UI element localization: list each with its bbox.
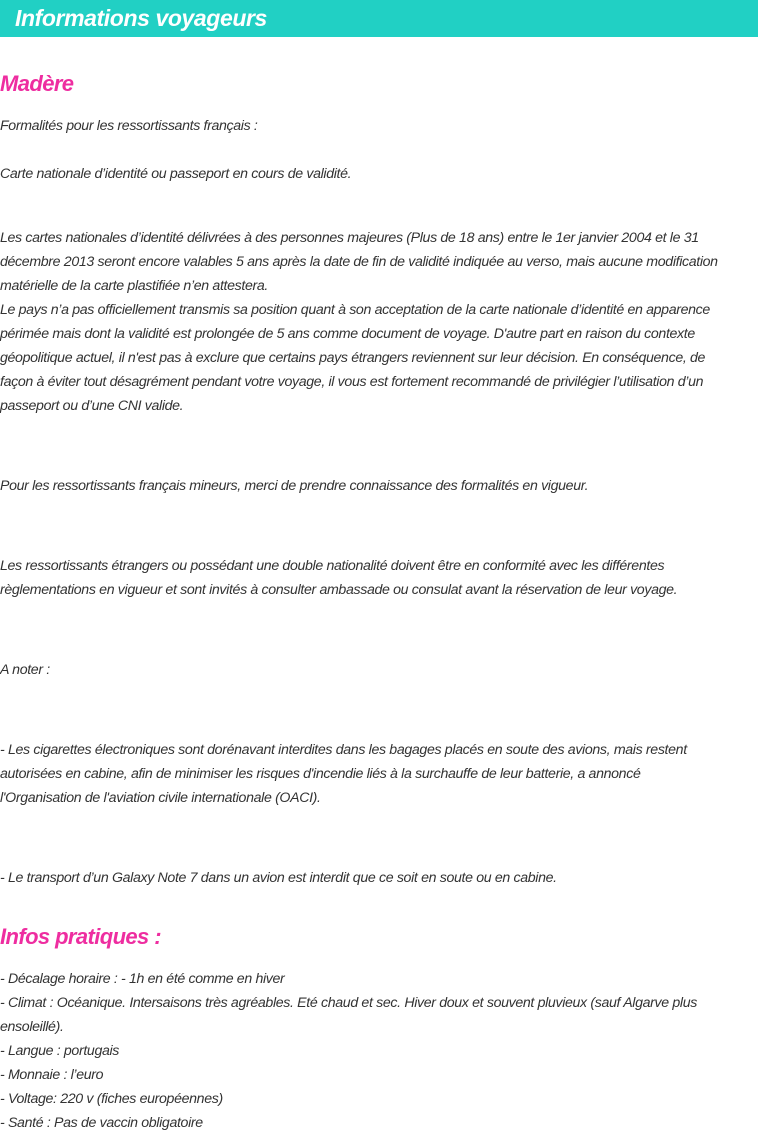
info-climat-cont: ensoleillé). [0,1019,64,1035]
info-langue: - Langue : portugais [0,1043,120,1059]
cigarettes-paragraph [0,738,758,810]
text-line: Pour les ressortissants français mineurs, merci de prendre connaissance des formalités en vigueur. [0,478,589,494]
info-climat: - Climat : Océanique. Intersaisons très agréables. Eté chaud et sec. Hiver doux et souvent pluvieux (sauf Algarve plus [0,995,697,1011]
text-line: Le pays n’a pas officiellement transmis sa position quant à son acceptation de la carte nationale d’identité en apparence [0,302,710,318]
info-voltage: - Voltage: 220 v (fiches européennes) [0,1091,223,1107]
infos-pratiques-list [0,967,758,1135]
section-title-infos-pratiques: Infos pratiques : [0,924,161,949]
etrangers-paragraph [0,554,758,602]
cni-paragraph [0,226,758,418]
text-line: Carte nationale d’identité ou passeport en cours de validité. [0,166,352,182]
formalites-label [0,114,758,138]
text-line: Les cartes nationales d’identité délivrées à des personnes majeures (Plus de 18 ans) entre le 1er janvier 2004 et le 31 [0,230,699,246]
doc-requirement [0,162,758,186]
text-line: décembre 2013 seront encore valables 5 ans après la date de fin de validité indiquée au verso, mais aucune modification [0,254,718,270]
text-line: périmée mais dont la validité est prolongée de 5 ans comme document de voyage. D'autre part en raison du contexte [0,326,695,342]
text-line: Les ressortissants étrangers ou possédant une double nationalité doivent être en conformité avec les différentes [0,558,665,574]
text-line: l'Organisation de l'aviation civile internationale (OACI). [0,790,321,806]
info-sante: - Santé : Pas de vaccin obligatoire [0,1115,203,1131]
text-line: règlementations en vigueur et sont invités à consulter ambassade ou consulat avant la réservation de leur voyage. [0,582,678,598]
text-line: géopolitique actuel, il n'est pas à exclure que certains pays étrangers reviennent sur leur décision. En conséquence, de [0,350,706,366]
a-noter-label [0,658,758,682]
text-line: matérielle de la carte plastifiée n’en attestera. [0,278,268,294]
text-line: A noter : [0,662,50,678]
text-line: Formalités pour les ressortissants français : [0,118,258,134]
header-banner [0,0,758,37]
text-line: façon à éviter tout désagrément pendant votre voyage, il vous est fortement recommandé de privilégier l’utilisation d’un [0,374,704,390]
info-decalage: - Décalage horaire : - 1h en été comme en hiver [0,971,285,987]
text-line: - Le transport d’un Galaxy Note 7 dans un avion est interdit que ce soit en soute ou en cabine. [0,870,557,886]
page-title: Informations voyageurs [15,5,267,31]
text-line: - Les cigarettes électroniques sont dorénavant interdites dans les bagages placés en soute des avions, mais restent [0,742,687,758]
info-monnaie: - Monnaie : l’euro [0,1067,104,1083]
galaxy-paragraph [0,866,758,890]
mineurs-paragraph [0,474,758,498]
text-line: autorisées en cabine, afin de minimiser les risques d'incendie liés à la surchauffe de leur batterie, a annoncé [0,766,641,782]
text-line: passeport ou d’une CNI valide. [0,398,184,414]
section-title-madere: Madère [0,71,74,96]
